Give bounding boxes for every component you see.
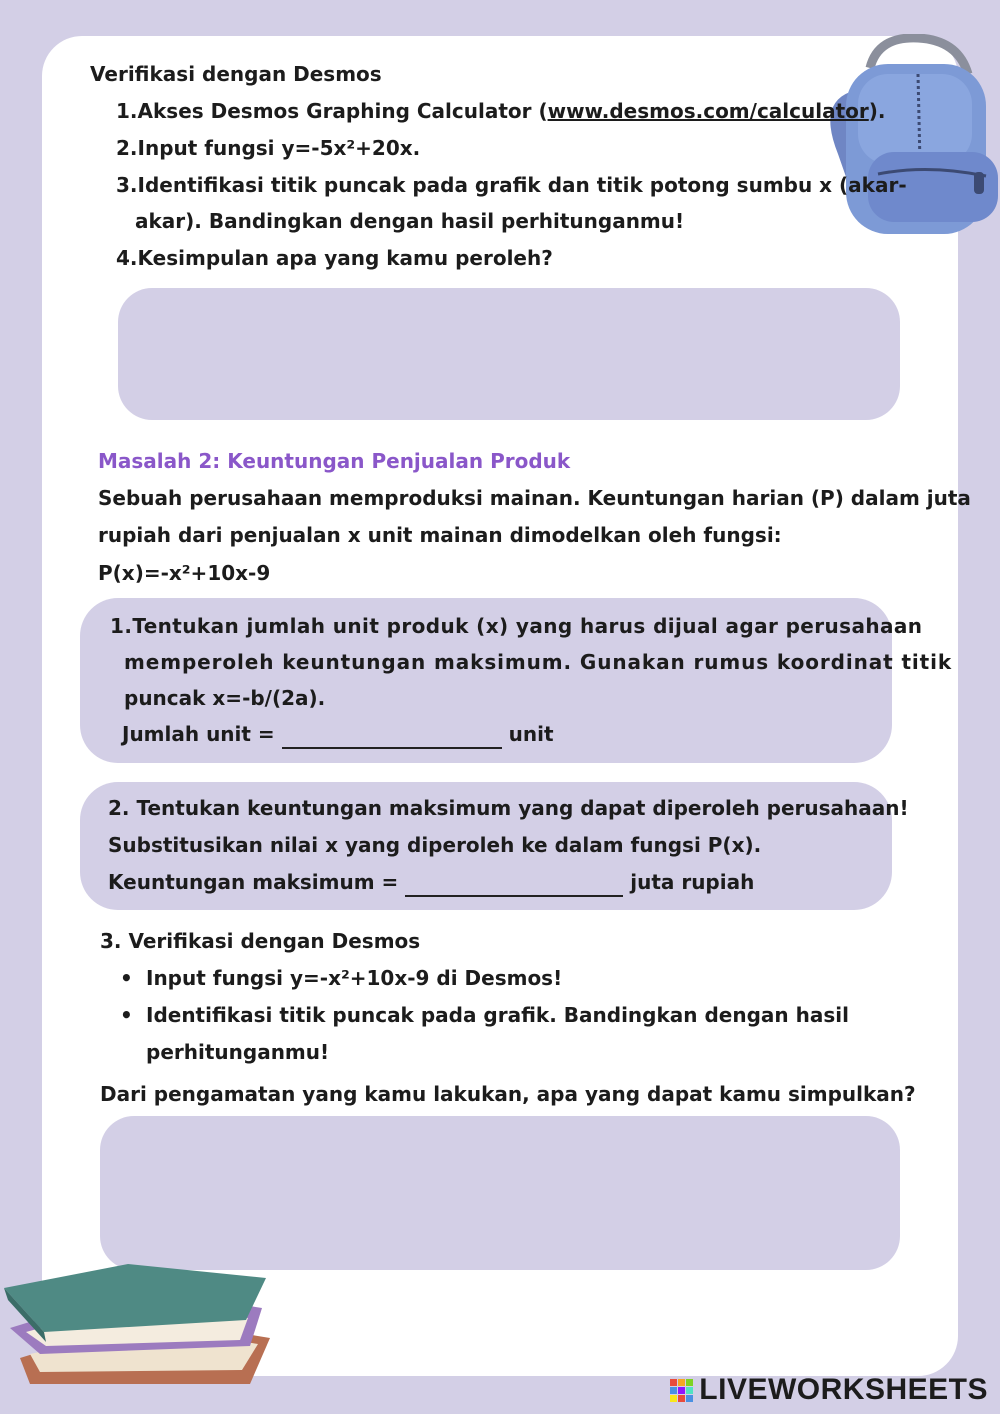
step-2-text: Input fungsi y=-5x²+20x.	[137, 136, 421, 160]
logo-square	[670, 1395, 677, 1402]
problem2-intro-line2: rupiah dari penjualan x unit mainan dimodelkan oleh fungsi:	[98, 523, 782, 547]
question1-answer-unit: unit	[508, 722, 554, 746]
backpack-illustration	[808, 34, 1000, 234]
step-3-text-line1: Identifikasi titik puncak pada grafik dan titik potong sumbu x (akar-	[137, 173, 907, 197]
step-3-text-line2: akar). Bandingkan dengan hasil perhitunganmu!	[135, 209, 685, 233]
logo-square	[686, 1379, 693, 1386]
step-4-number: 4.	[116, 246, 138, 270]
question3-bullet2-line2: perhitunganmu!	[146, 1040, 330, 1064]
step-4	[116, 240, 553, 276]
question2-line1: 2. Tentukan keuntungan maksimum yang dapat diperoleh perusahaan!	[108, 796, 909, 820]
question1-answer-row	[122, 716, 554, 752]
logo-square	[670, 1387, 677, 1394]
section1-answer-input[interactable]	[118, 288, 900, 420]
logo-text: LIVEWORKSHEETS	[699, 1373, 988, 1406]
problem2-intro-line1: Sebuah perusahaan memproduksi mainan. Keuntungan harian (P) dalam juta	[98, 486, 971, 510]
conclusion-answer-input[interactable]	[100, 1116, 900, 1270]
step-1-text-end: ).	[868, 99, 886, 123]
question2-answer-label: Keuntungan maksimum =	[108, 870, 399, 894]
step-4-text: Kesimpulan apa yang kamu peroleh?	[137, 246, 553, 270]
problem2-title: Masalah 2: Keuntungan Penjualan Produk	[98, 449, 571, 473]
conclusion-answer-box[interactable]	[100, 1116, 900, 1270]
question3-bullet2-line1: • Identifikasi titik puncak pada grafik. Bandingkan dengan hasil	[146, 997, 849, 1033]
section1-answer-box[interactable]	[118, 288, 900, 420]
liveworksheets-logo[interactable]	[670, 1372, 988, 1408]
step-1-text: Akses Desmos Graphing Calculator (	[137, 99, 548, 123]
step-3-number: 3.	[116, 173, 138, 197]
logo-square	[686, 1395, 693, 1402]
section1-title: Verifikasi dengan Desmos	[90, 62, 382, 86]
step-1	[116, 93, 886, 129]
books-illustration	[0, 1258, 290, 1388]
question2-answer-row	[108, 864, 754, 900]
logo-square	[678, 1387, 685, 1394]
logo-square	[678, 1379, 685, 1386]
logo-square	[670, 1379, 677, 1386]
question2-line2: Substitusikan nilai x yang diperoleh ke dalam fungsi P(x).	[108, 833, 762, 857]
question1-line2: memperoleh keuntungan maksimum. Gunakan rumus koordinat titik	[124, 650, 953, 674]
step-3	[116, 167, 907, 203]
logo-square	[678, 1395, 685, 1402]
step-2	[116, 130, 420, 166]
logo-square	[686, 1387, 693, 1394]
step-1-number: 1.	[116, 99, 138, 123]
question1-answer-label: Jumlah unit =	[122, 722, 275, 746]
question3-title: 3. Verifikasi dengan Desmos	[100, 929, 421, 953]
question1-answer-input[interactable]	[282, 725, 502, 749]
question1-line1: 1.Tentukan jumlah unit produk (x) yang harus dijual agar perusahaan	[110, 614, 923, 638]
problem2-function: P(x)=-x²+10x-9	[98, 561, 271, 585]
question3-bullet1: • Input fungsi y=-x²+10x-9 di Desmos!	[146, 960, 562, 996]
question1-line3: puncak x=-b/(2a).	[124, 686, 326, 710]
step-2-number: 2.	[116, 136, 138, 160]
conclusion-prompt: Dari pengamatan yang kamu lakukan, apa yang dapat kamu simpulkan?	[100, 1082, 916, 1106]
logo-grid-icon	[670, 1379, 693, 1402]
desmos-link[interactable]: www.desmos.com/calculator	[547, 99, 869, 123]
question2-answer-unit: juta rupiah	[630, 870, 755, 894]
question2-answer-input[interactable]	[405, 873, 623, 897]
